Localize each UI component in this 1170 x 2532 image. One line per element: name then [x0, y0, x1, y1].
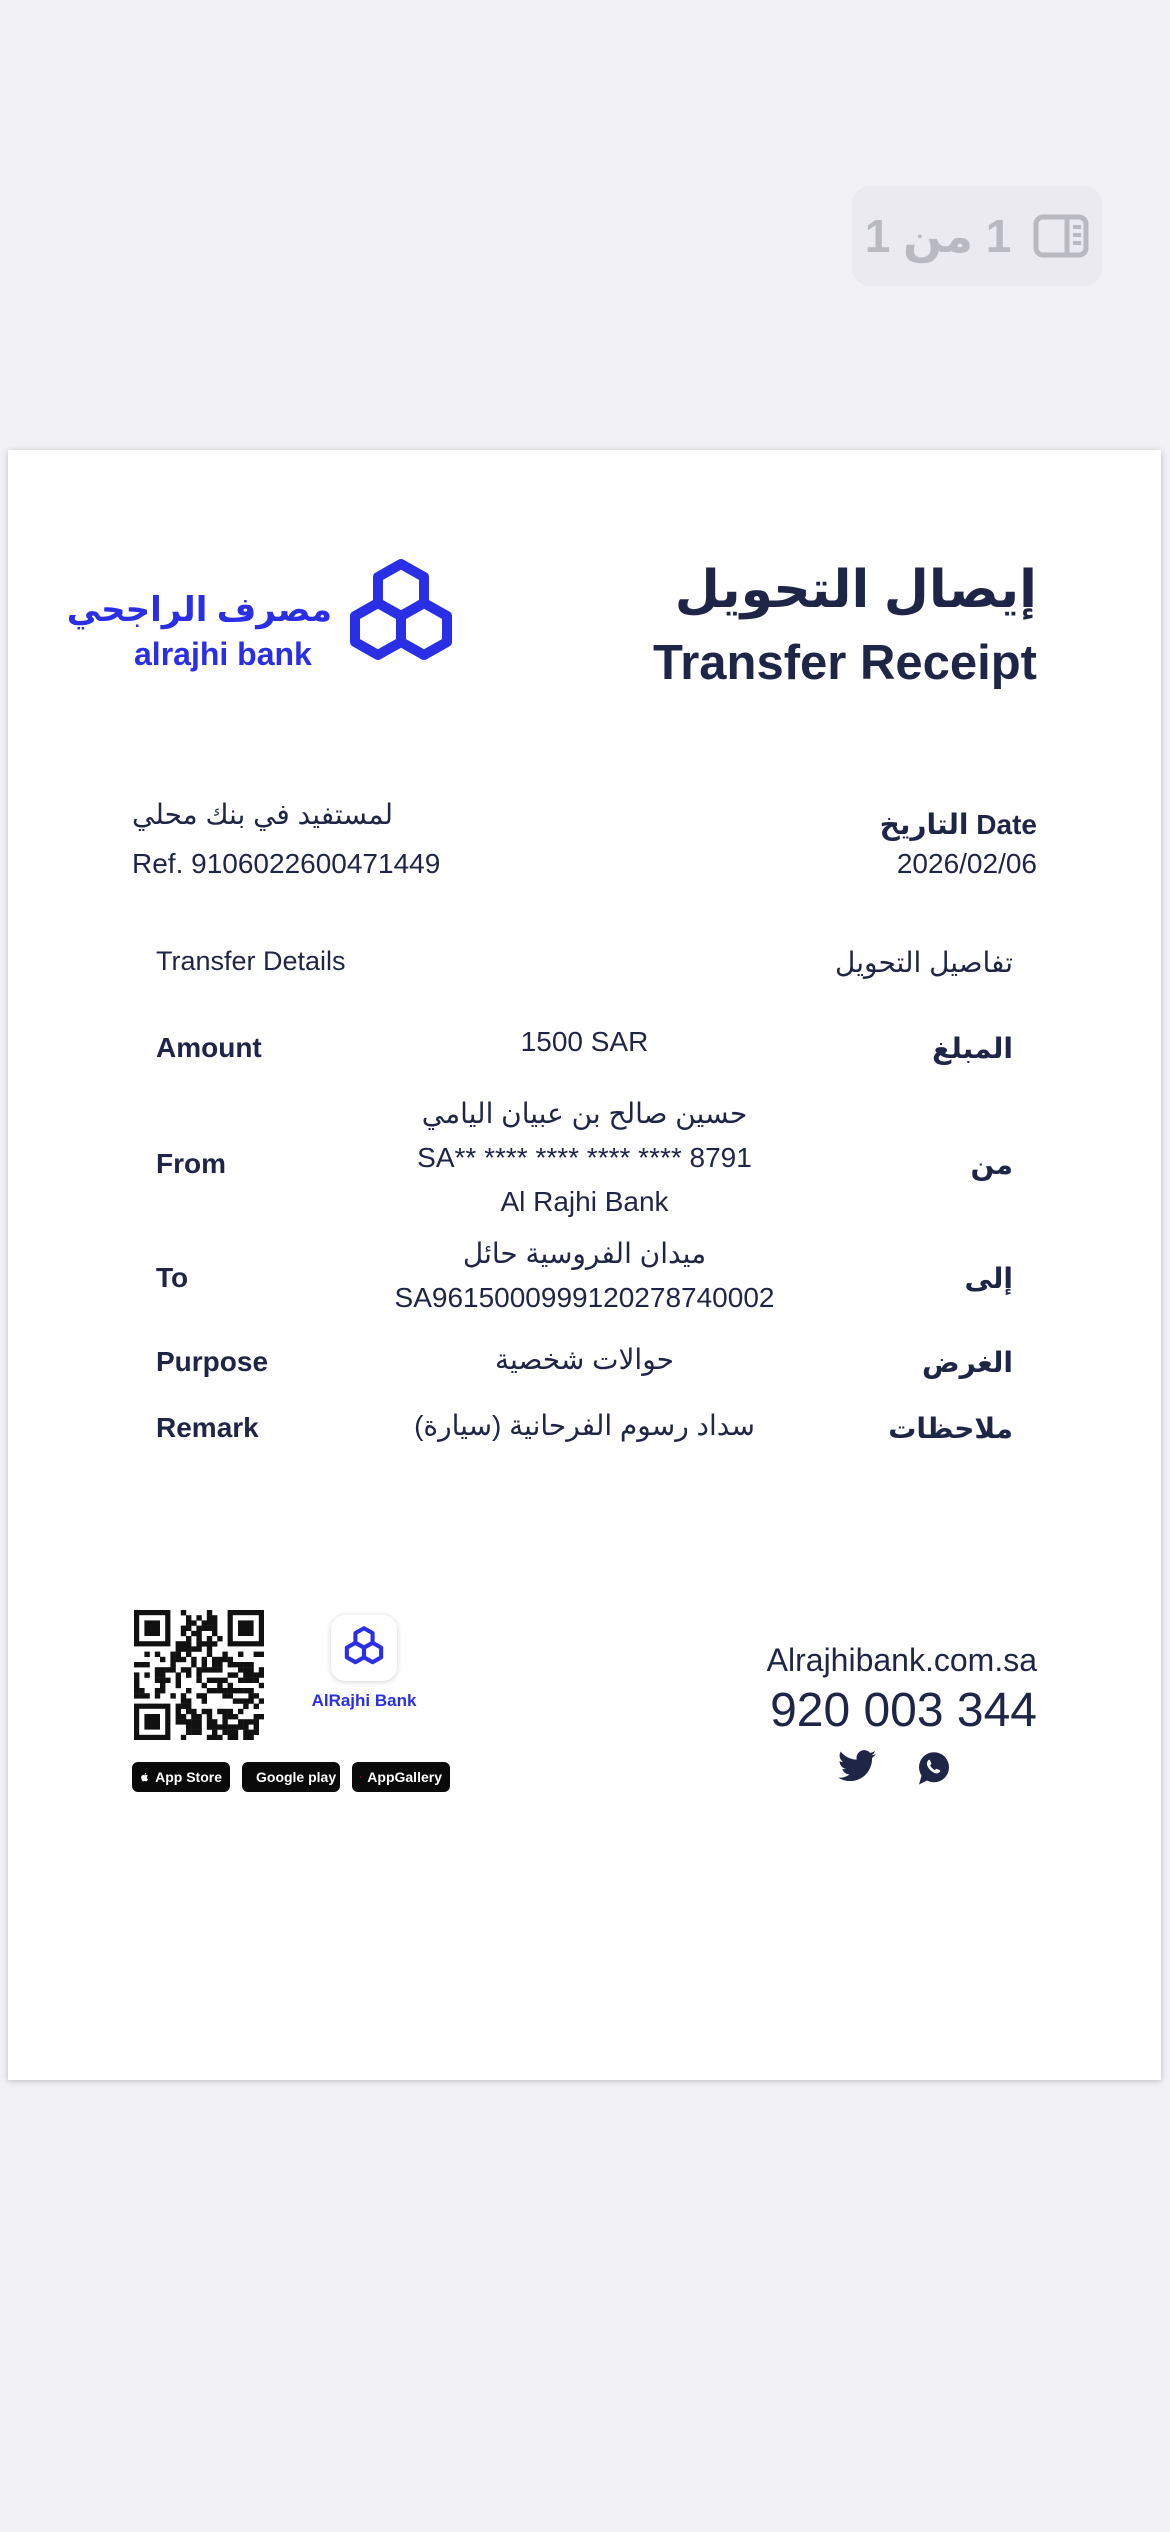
remark-value [356, 1404, 813, 1448]
app-icon-tile [331, 1615, 397, 1681]
transfer-receipt [8, 450, 1161, 2080]
bank-website[interactable]: Alrajhibank.com.sa [766, 1642, 1037, 1678]
bank-phone[interactable]: 920 003 344 [770, 1684, 1037, 1737]
to-label-en: To [156, 1262, 189, 1293]
alrajhi-logo-icon [340, 558, 462, 676]
sender-iban: SA** **** **** **** **** 8791 [417, 1142, 752, 1173]
to-label-ar: إلى [964, 1263, 1013, 1294]
from-value [356, 1092, 813, 1224]
date-value: 2026/02/06 [896, 848, 1037, 879]
amount-label-ar: المبلغ [932, 1033, 1013, 1064]
purpose-value-line: حوالات شخصية [495, 1344, 674, 1375]
sender-name: حسين صالح بن عبيان اليامي [421, 1098, 748, 1129]
purpose-value [356, 1338, 813, 1382]
app-store-badge[interactable] [132, 1762, 230, 1792]
purpose-label-en: Purpose [156, 1346, 269, 1377]
app-store-label: App Store [155, 1769, 222, 1785]
alrajhi-app-icon [341, 1626, 387, 1670]
huawei-icon [360, 1769, 361, 1785]
apple-icon [140, 1769, 149, 1785]
remark-value-line: سداد رسوم الفرحانية (سيارة) [414, 1410, 755, 1441]
receipt-title-ar: إيصال التحويل [674, 561, 1037, 619]
app-logo [304, 1615, 424, 1711]
amount-value-line: 1500 SAR [520, 1026, 649, 1057]
from-label-en: From [156, 1148, 226, 1179]
from-label-ar: من [970, 1149, 1013, 1180]
recipient-iban: SA9615000999120278740002 [394, 1282, 775, 1313]
to-value [356, 1232, 813, 1320]
whatsapp-icon[interactable] [916, 1750, 952, 1786]
date-label: التاريخ Date [879, 809, 1037, 840]
app-gallery-badge[interactable] [352, 1762, 450, 1792]
page-count: 1 من 1 [864, 210, 1012, 262]
sender-bank: Al Rajhi Bank [500, 1186, 669, 1217]
remark-label-ar: ملاحظات [888, 1413, 1013, 1444]
section-title-en: Transfer Details [156, 946, 346, 976]
qr-code[interactable] [134, 1610, 264, 1745]
page-indicator[interactable] [852, 186, 1102, 286]
purpose-label-ar: الغرض [922, 1347, 1013, 1378]
reference-number: Ref. 9106022600471449 [132, 848, 441, 879]
google-play-label: Google play [256, 1769, 337, 1785]
google-play-badge[interactable] [242, 1762, 340, 1792]
logo-text-ar: مصرف الراجحي [66, 591, 332, 629]
logo-text-en: alrajhi bank [134, 636, 312, 672]
beneficiary-type: لمستفيد في بنك محلي [132, 799, 394, 830]
section-title-ar: تفاصيل التحويل [835, 947, 1013, 978]
twitter-icon[interactable] [838, 1750, 876, 1782]
amount-value [356, 1020, 813, 1064]
app-gallery-label: AppGallery [367, 1769, 442, 1785]
app-name: AlRajhi Bank [311, 1691, 417, 1710]
sidebar-icon [1033, 214, 1089, 258]
receipt-title-en: Transfer Receipt [653, 636, 1037, 690]
remark-label-en: Remark [156, 1412, 259, 1443]
recipient-name: ميدان الفروسية حائل [462, 1238, 707, 1269]
amount-label-en: Amount [156, 1032, 262, 1063]
